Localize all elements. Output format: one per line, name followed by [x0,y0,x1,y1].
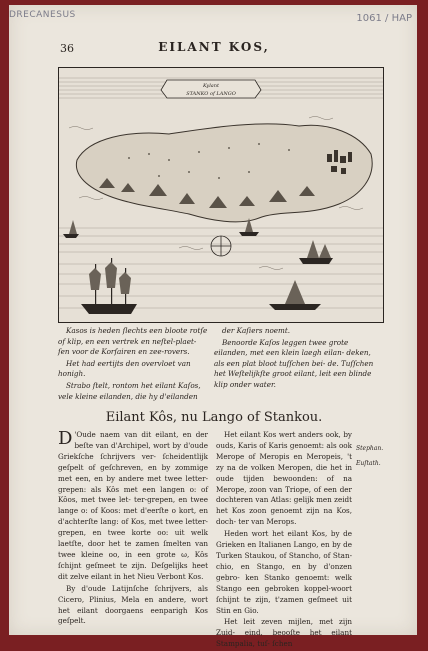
running-title: EILANT KOS, [158,40,270,54]
island-map-engraving [58,67,384,323]
map-illustration [59,68,383,322]
map-caption-right [214,326,382,392]
body-text: 'Oude naem van dit eilant, en der beſte van d'Archipel, wort by d'oude Griekſche ſchrijvers ver- ſcheidentlijk geſpelt of geſchreven, en by zommige met een, en by andere met twee letter-grepen: als Kôs met een langen o: of Kôos, met twee let- ter-grepen, en twee lange o: of Koos: met d'eerſte o kort, en d'achterſte lang: of Kos, met twee letter-grepen, en twee korte oo: uit welk laetſte, door het te zamen ſmelten van twee kleine oo, in een grote ω, Kôs ſchijnt geſmeet te zijn. Deſgelijks heet dit zelve eilant in het Nieu Verbont Kos. [58,430,208,581]
body-column-right [216,430,352,651]
banner-line-2: STANKO of LANGO [186,91,236,97]
caption-paragraph: Het had eertijts den overvloet van honigh. [58,358,191,379]
body-paragraph [58,430,208,583]
marginal-note: Stephan. [356,445,384,452]
body-paragraph: Het eilant Kos wert anders ook, by ouds, Karis of Karis genoemt: als ook Merope of Meropis en Meropeis, 't zy na de volken Meropen, die het in oude tijden bewoonden: of na Merope, zoon van Triope, of een der dochteren van Atlas: gelijk men zeidt het Kos zoon genoemt zijn na Kos, doch- ter van Merops. [216,430,352,527]
map-caption-left [58,326,208,403]
pencil-note-left: DRECANESUS [9,10,76,20]
pencil-note-right: 1061 / HAP [356,13,412,24]
caption-paragraph: Strabo ſtelt, rontom het eilant Kaſos, vele kleine eilanden, die hy d'eilanden [58,380,201,401]
galley-ship-icon [269,280,321,310]
caption-paragraph: Kasos is heden ſlechts een bloote rotſe of klip, en een vertrek en neſtel-plaet- ſen voor de Korſairen en zee-rovers. [58,326,208,357]
drop-cap: D [58,428,73,449]
compass-rose-icon [211,236,231,256]
body-column-left [58,430,208,628]
banner-line-1: Kylant [202,83,220,89]
page-number: 36 [60,42,74,55]
large-ship-icon [81,258,137,314]
body-paragraph: By d'oude Latijnſche ſchrijvers, als Cicero, Plinius, Mela en andere, wort het eilant doorgaens eenparigh Kos geſpelt. [58,583,208,626]
marginal-note: Euſtath. [356,460,381,467]
body-paragraph: Heden wort het eilant Kos, by de Grieken en Italianen Lango, en by de Turken Staukou, of Stancho, of Stan- chio, en Stango, en by d'onzen gebro- ken Stanko genoemt: welk Stango een gebroken koppel-woort ſchijnt te zijn, t'zamen geſmeet uit Stin en Gio. [216,529,352,615]
caption-paragraph: der Kaſiers noemt. [222,326,291,335]
section-title: Eilant Kôs, nu Lango of Stankou. [105,410,323,425]
left-sailboat-icon [63,220,79,238]
body-paragraph: Het leit zeven mijlen, met zijn Zuid- eind, beooſte het eilant Stampalia, tuſ- ſchen [216,617,352,649]
caption-paragraph: Benoorde Kaſos leggen twee grote eilanden, met een klein laegh eilan- deken, als een plat bloot tuſſchen bei- de. Tuſſchen het Weſtelijkſte groot eilant, leit een blinde klip onder water. [214,337,374,389]
